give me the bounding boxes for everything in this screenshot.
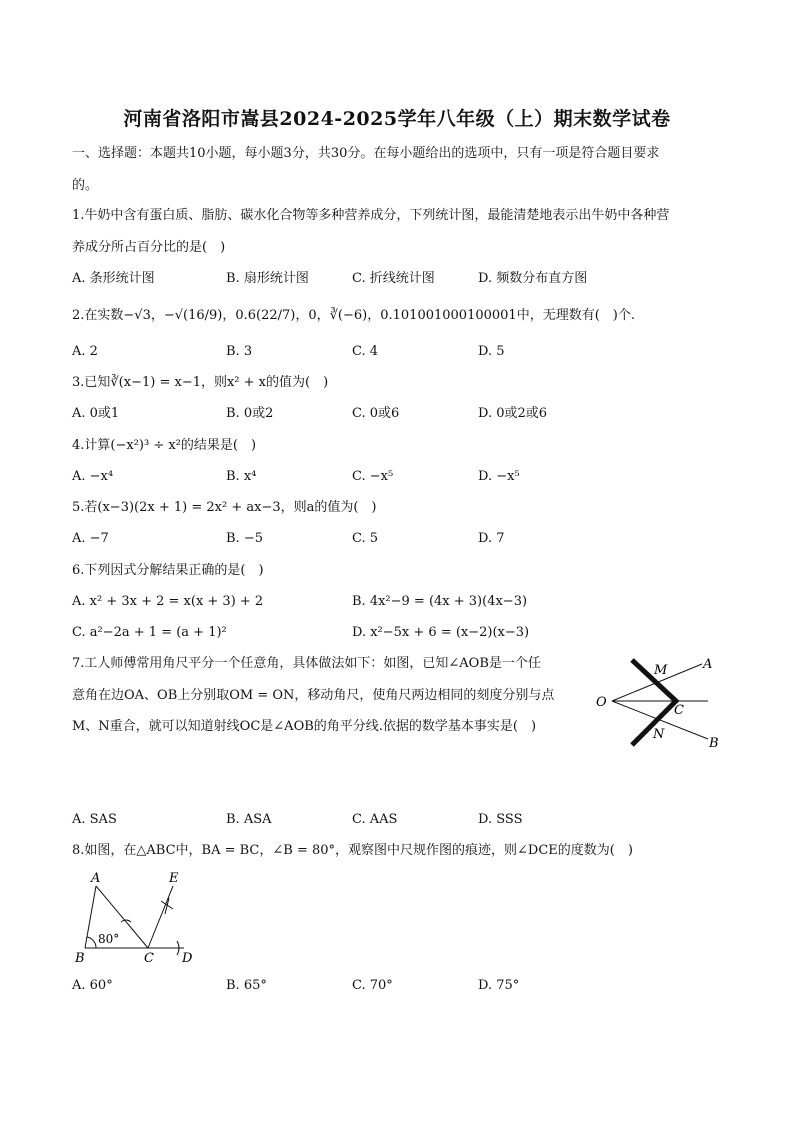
q4-option-b[interactable]: B. x⁴	[226, 469, 257, 484]
q3-option-a[interactable]: A. 0或1	[72, 406, 120, 421]
q6-option-b[interactable]: B. 4x²−9 = (4x + 3)(4x−3)	[352, 594, 528, 609]
q5-option-a[interactable]: A. −7	[72, 531, 109, 546]
q8-stem: 8.如图，在△ABC中，BA = BC，∠B = 80°，观察图中尺规作图的痕迹，则∠DCE的度数为( )	[72, 843, 633, 858]
angle-label-b: 80°	[98, 932, 120, 946]
q7-option-d[interactable]: D. SSS	[478, 812, 523, 827]
q6-option-c[interactable]: C. a²−2a + 1 = (a + 1)²	[72, 625, 227, 640]
q8-option-c[interactable]: C. 70°	[352, 978, 393, 993]
label-n: N	[653, 727, 665, 742]
q3-option-b[interactable]: B. 0或2	[226, 406, 274, 421]
label-o: O	[596, 695, 607, 710]
q7-stem-line-2: 意角在边OA、OB上分别取OM = ON，移动角尺，使角尺两边相同的刻度分别与点	[72, 688, 555, 703]
page-title: 河南省洛阳市嵩县2024-2025学年八年级（上）期末数学试卷	[123, 108, 671, 130]
angle-arc-b	[87, 937, 96, 948]
q4-option-a[interactable]: A. −x⁴	[72, 469, 114, 484]
q5-option-c[interactable]: C. 5	[352, 531, 379, 546]
label-m: M	[654, 663, 668, 678]
q8-option-b[interactable]: B. 65°	[226, 978, 267, 993]
q8-triangle-figure	[70, 868, 210, 968]
label-e: E	[169, 871, 179, 886]
q6-stem: 6.下列因式分解结果正确的是( )	[72, 563, 264, 578]
q3-stem: 3.已知∛(x−1) = x−1，则x² + x的值为( )	[72, 375, 329, 390]
label-d: D	[182, 951, 193, 966]
q1-stem-line-1: 1.牛奶中含有蛋白质、脂肪、碳水化合物等多种营养成分，下列统计图，最能清楚地表示出牛奶中各种营	[72, 208, 670, 223]
q7-option-a[interactable]: A. SAS	[72, 812, 117, 827]
q6-option-d[interactable]: D. x²−5x + 6 = (x−2)(x−3)	[352, 625, 530, 640]
q1-option-d[interactable]: D. 频数分布直方图	[478, 271, 588, 286]
q5-option-d[interactable]: D. 7	[478, 531, 505, 546]
label-b: B	[709, 736, 719, 751]
q6-option-a[interactable]: A. x² + 3x + 2 = x(x + 3) + 2	[72, 594, 264, 609]
q2-option-c[interactable]: C. 4	[352, 344, 379, 359]
q8-option-a[interactable]: A. 60°	[72, 978, 113, 993]
q7-stem-line-1: 7.工人师傅常用角尺平分一个任意角，具体做法如下：如图，已知∠AOB是一个任	[72, 656, 541, 671]
label-c: C	[144, 951, 154, 966]
q5-option-b[interactable]: B. −5	[226, 531, 263, 546]
q1-stem-line-2: 养成分所占百分比的是( )	[72, 240, 226, 255]
q8-option-d[interactable]: D. 75°	[478, 978, 520, 993]
q7-stem-line-3: M、N重合，就可以知道射线OC是∠AOB的角平分线.依据的数学基本事实是( )	[72, 719, 537, 734]
q7-option-c[interactable]: C. AAS	[352, 812, 398, 827]
q3-option-d[interactable]: D. 0或2或6	[478, 406, 548, 421]
q1-option-a[interactable]: A. 条形统计图	[72, 271, 155, 286]
q3-option-c[interactable]: C. 0或6	[352, 406, 400, 421]
q2-option-a[interactable]: A. 2	[72, 344, 98, 359]
q4-stem: 4.计算(−x²)³ ÷ x²的结果是( )	[72, 438, 257, 453]
q2-option-d[interactable]: D. 5	[478, 344, 505, 359]
q1-option-c[interactable]: C. 折线统计图	[352, 271, 435, 286]
ray-ce	[148, 886, 173, 948]
q7-option-b[interactable]: B. ASA	[226, 812, 272, 827]
q4-option-c[interactable]: C. −x⁵	[352, 469, 394, 484]
section-instruction-line-1: 一、选择题：本题共10小题，每小题3分，共30分。在每小题给出的选项中，只有一项是符合题目要求	[72, 146, 660, 161]
label-a: A	[91, 871, 101, 886]
label-a: A	[703, 657, 713, 672]
q1-option-b[interactable]: B. 扇形统计图	[226, 271, 309, 286]
q4-option-d[interactable]: D. −x⁵	[478, 469, 520, 484]
label-b: B	[75, 951, 85, 966]
q7-angle-ruler-figure	[590, 650, 730, 755]
section-instruction-line-2: 的。	[72, 178, 99, 193]
q2-stem: 2.在实数−√3，−√(16/9)，0.6(22/7)，0，∛(−6)，0.101001000100001中，无理数有( )个.	[72, 308, 635, 323]
q5-stem: 5.若(x−3)(2x + 1) = 2x² + ax−3，则a的值为( )	[72, 500, 377, 515]
q2-option-b[interactable]: B. 3	[226, 344, 253, 359]
label-c: C	[674, 703, 684, 718]
